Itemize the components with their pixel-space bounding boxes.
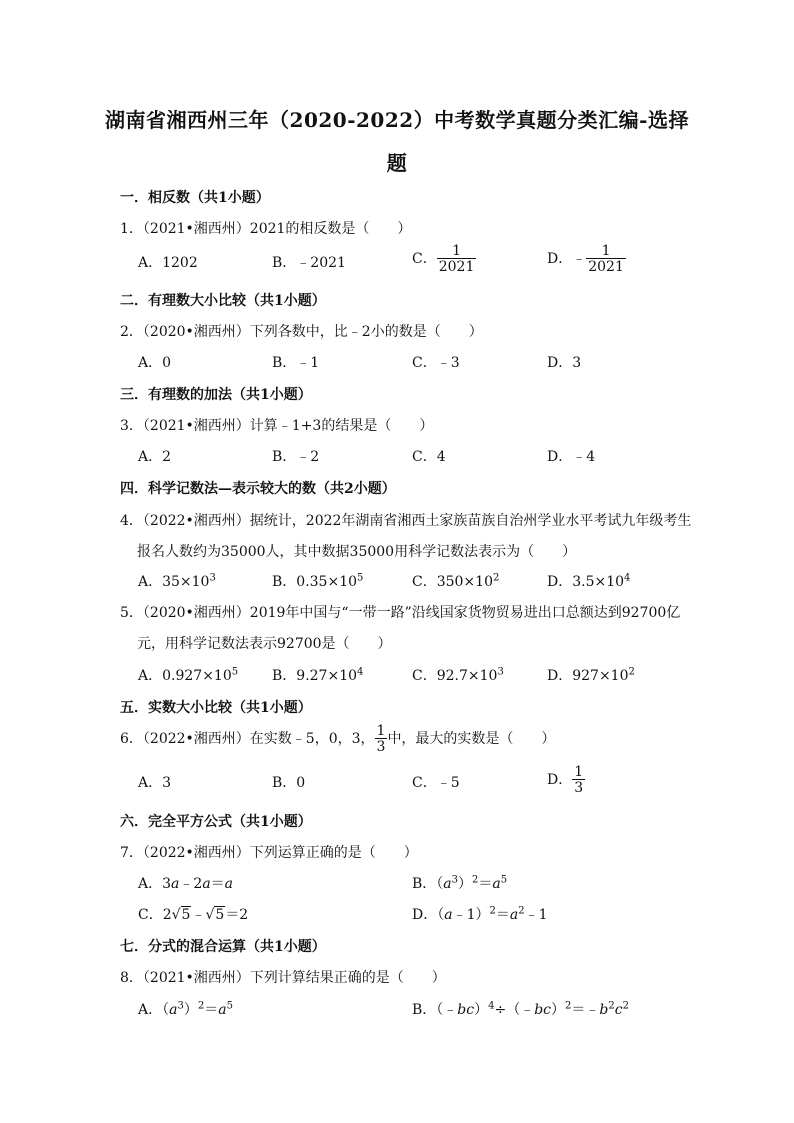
question-7-option-d: D．$(a﹣1)^2=a^2﹣1$ [412, 905, 548, 923]
square-root: √5 [205, 907, 225, 923]
question-2-option-a: A．0 [138, 355, 172, 371]
question-8-option-a: A．$(a^3)^2=a^5$ [138, 1000, 233, 1018]
question-3-option-c: C．4 [412, 449, 446, 465]
question-7-option-b: B．$(a^3)^2=a^5$ [412, 874, 508, 892]
question-4-option-d: D．$3.5\times 10^4$ [547, 572, 631, 590]
section-heading-5: 五．实数大小比较（共1小题） [120, 700, 312, 716]
document-title-line-2: 题 [386, 151, 408, 175]
question-3-option-a: A．2 [138, 449, 172, 465]
section-heading-7: 七．分式的混合运算（共1小题） [120, 939, 326, 955]
question-6-option-c: C．﹣5 [412, 775, 460, 791]
question-4-stem-line-1: 4．（2022•湘西州）据统计，2022年湖南省湘西土家族苗族自治州学业水平考试九年级考生 [120, 513, 692, 529]
question-6-stem: 6．（2022•湘西州）在实数﹣5，0，3， $\frac{1}{3}$ 中，最大的实数是（ ） [120, 723, 556, 755]
fraction: $\frac{1}{3}$ [376, 723, 386, 755]
question-5-stem-line-2: 元，用科学记数法表示92700是（ ） [137, 636, 392, 652]
question-6-option-a: A．3 [138, 775, 172, 791]
question-1-option-c: C． $\frac{1}{2021}$ [412, 243, 475, 275]
question-4-stem-line-2: 报名人数约为35000人，其中数据35000用科学记数法表示为（ ） [137, 544, 577, 560]
question-8-stem: 8．（2021•湘西州）下列计算结果正确的是（ ） [120, 970, 446, 986]
question-3-option-d: D．﹣4 [547, 449, 596, 465]
question-1-option-d: D．﹣ $\frac{1}{2021}$ [547, 243, 624, 275]
question-1-option-a: A．1202 [138, 255, 198, 271]
question-3-stem: 3．（2021•湘西州）计算﹣1+3的结果是（ ） [120, 418, 434, 434]
question-5-option-b: B．$9.27\times 10^4$ [272, 666, 364, 684]
fraction: $\frac{1}{2021}$ [588, 243, 624, 275]
question-6-option-b: B．0 [272, 775, 306, 791]
question-1-stem: 1．（2021•湘西州）2021的相反数是（ ） [120, 221, 412, 237]
fraction: $\frac{1}{3}$ [574, 764, 584, 796]
section-heading-6: 六．完全平方公式（共1小题） [120, 814, 312, 830]
question-8-option-b: B．$(﹣bc)^4\div(﹣bc)^2=﹣b^2c^2$ [412, 1000, 629, 1018]
section-heading-4: 四．科学记数法—表示较大的数（共2小题） [120, 481, 396, 497]
question-4-option-c: C．$350\times 10^2$ [412, 572, 500, 590]
section-heading-2: 二．有理数大小比较（共1小题） [120, 293, 326, 309]
question-5-stem-line-1: 5．（2020•湘西州）2019年中国与“一带一路”沿线国家货物贸易进出口总额达到92700亿 [120, 605, 681, 621]
question-5-option-d: D．$927\times 10^2$ [547, 666, 635, 684]
section-heading-3: 三．有理数的加法（共1小题） [120, 387, 312, 403]
document-title-line-1: 湖南省湘西州三年（2020-2022）中考数学真题分类汇编-选择 [105, 108, 689, 132]
square-root: √5 [171, 907, 191, 923]
question-2-stem: 2．（2020•湘西州）下列各数中，比﹣2小的数是（ ） [120, 324, 483, 340]
question-3-option-b: B．﹣2 [272, 449, 320, 465]
question-7-stem: 7．（2022•湘西州）下列运算正确的是（ ） [120, 845, 418, 861]
question-4-option-a: A．$35\times 10^3$ [138, 572, 216, 590]
question-2-option-c: C．﹣3 [412, 355, 460, 371]
question-5-option-a: A．$0.927\times 10^5$ [138, 666, 239, 684]
section-heading-1: 一．相反数（共1小题） [120, 190, 270, 206]
question-4-option-b: B．$0.35\times 10^5$ [272, 572, 364, 590]
question-2-option-b: B．﹣1 [272, 355, 320, 371]
fraction: $\frac{1}{2021}$ [438, 243, 475, 275]
question-7-option-a: A．3a﹣2a＝a [138, 876, 234, 892]
question-2-option-d: D．3 [547, 355, 582, 371]
question-1-option-b: B．﹣2021 [272, 255, 346, 271]
question-5-option-c: C．$92.7\times 10^3$ [412, 666, 504, 684]
question-6-option-d: D． $\frac{1}{3}$ [547, 764, 584, 796]
question-7-option-c: C．2√5﹣√5＝2 [138, 907, 249, 923]
